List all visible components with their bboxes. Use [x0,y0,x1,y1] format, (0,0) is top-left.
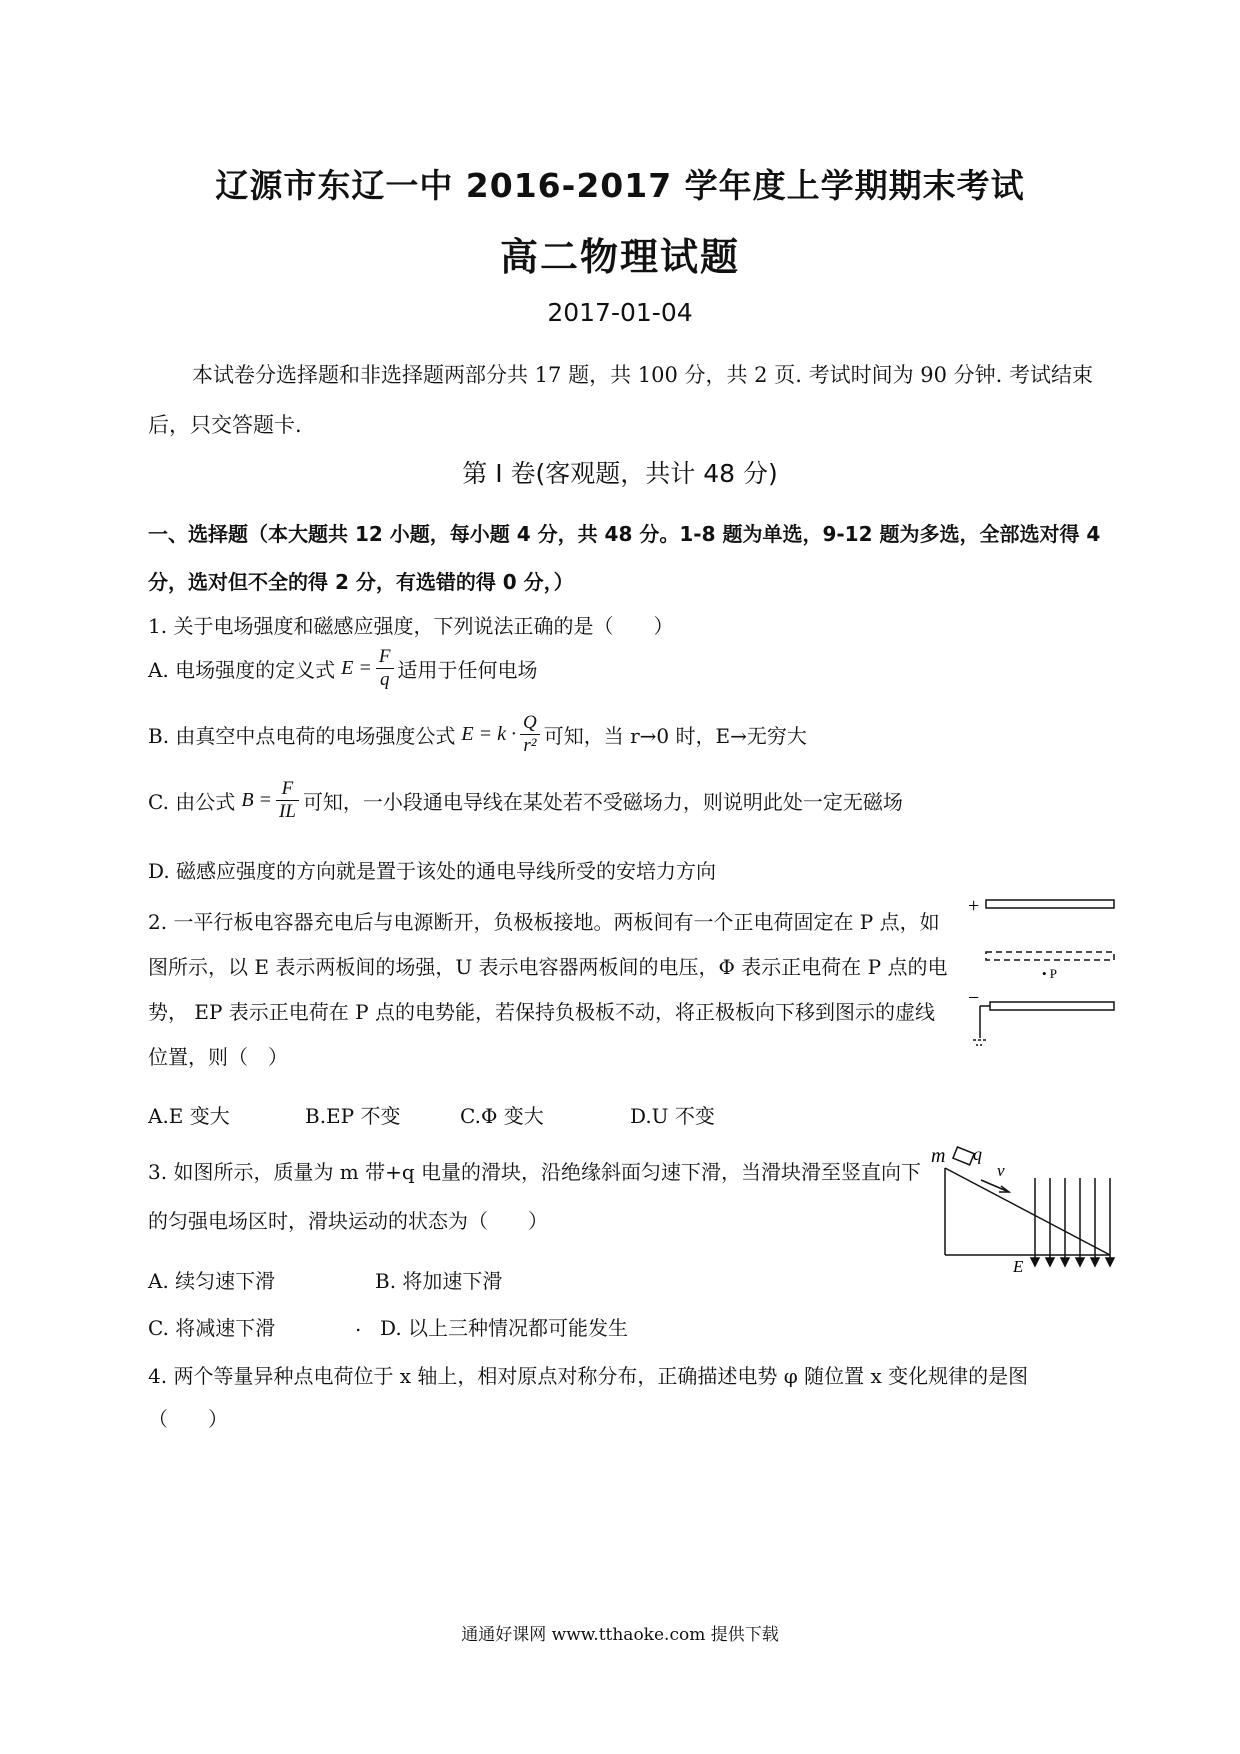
q4-paren: （ ） [148,1407,228,1431]
page-footer: 通通好课网 www.tthaoke.com 提供下载 [461,1625,779,1645]
q3-option-c: C. 将减速下滑 [148,1316,276,1340]
q3-option-dot: . [355,1312,362,1336]
q2-option-b: B.EP 不变 [305,1104,401,1128]
q3-option-b: B. 将加速下滑 [375,1269,503,1293]
incline-figure [925,1140,1125,1280]
positive-plate [986,900,1114,908]
exam-subtitle: 高二物理试题 [499,235,740,279]
slider-block [953,1147,974,1165]
fig-m-label: m [931,1145,946,1167]
q1-a-eq: E = [341,657,372,679]
fig-p-label: • P [1042,966,1058,981]
q1-option-a [148,646,538,691]
q1-option-b [148,712,807,757]
fig-q-label: q [973,1144,982,1164]
section-title: 第 I 卷(客观题，共计 48 分) [462,459,778,488]
q2-option-d: D.U 不变 [630,1104,715,1128]
q1-b-post: 可知，当 r→0 时，E→无穷大 [543,724,807,748]
intro-paragraph: 本试卷分选择题和非选择题两部分共 17 题，共 100 分，共 2 页. 考试时间为 90 分钟. 考试结束后，只交答题卡. [148,363,1093,437]
q3-option-d: D. 以上三种情况都可能发生 [380,1316,629,1340]
part-heading: 一、选择题（本大题共 12 小题，每小题 4 分，共 48 分。1-8 题为单选，9-12 题为多选，全部选对得 4 分，选对但不全的得 2 分，有选错的得 0 分，） [148,522,1101,594]
field-lines [1031,1178,1114,1266]
q1-a-fraction [376,646,394,691]
negative-plate [990,1002,1114,1010]
exam-date: 2017-01-04 [547,298,693,327]
q1-b-eq: E = k · [461,723,517,745]
q4-stem: 4. 两个等量异种点电荷位于 x 轴上，相对原点对称分布，正确描述电势 φ 随位置 x 变化规律的是图 [148,1364,1029,1388]
fig-e-label: E [1013,1257,1024,1276]
fig-minus-label: − [968,987,980,1009]
q1-option-d: D. 磁感应强度的方向就是置于该处的通电导线所受的安培力方向 [148,859,717,883]
incline-surface [945,1168,1110,1255]
q3-stem: 3. 如图所示，质量为 m 带+q 电量的滑块，沿绝缘斜面匀速下滑，当滑块滑至竖直向下的匀强电场区时，滑块运动的状态为（ ） [148,1160,922,1233]
fig-v-label: v [997,1161,1005,1180]
q2-stem: 2. 一平行板电容器充电后与电源断开，负极板接地。两板间有一个正电荷固定在 P 点，如图所示，以 E 表示两板间的场强，U 表示电容器两板间的电压，Φ 表示正电荷在 P 点的电势， EP 表示正电荷在 P 点的电势能，若保持负极板不动，将正极板向下移到图示的虚线位置，则（ ） [148,910,948,1069]
fig-plus-label: + [968,895,980,917]
q1-c-pre: C. 由公式 [148,790,236,814]
q1-b-pre: B. 由真空中点电荷的电场强度公式 [148,724,456,748]
q3-option-a: A. 续匀速下滑 [148,1269,276,1293]
moved-plate-dashed [986,952,1114,960]
q1-a-post: 适用于任何电场 [397,658,538,682]
q1-c-eq: B = [241,789,273,811]
velocity-arrow [981,1180,1009,1192]
q1-option-c [148,778,903,823]
q2-option-c: C.Φ 变大 [460,1104,544,1128]
q1-b-numerator: Q [520,712,540,735]
q1-c-numerator: F [276,778,299,801]
q1-a-denominator: q [379,669,390,690]
q1-c-denominator: IL [279,801,296,822]
q1-b-denominator: r² [523,735,537,756]
q1-c-post: 可知，一小段通电导线在某处若不受磁场力，则说明此处一定无磁场 [302,790,903,814]
q1-stem: 1. 关于电场强度和磁感应强度，下列说法正确的是（ ） [148,614,674,638]
exam-title: 辽源市东辽一中 2016-2017 学年度上学期期末考试 [215,166,1025,205]
q2-option-a: A.E 变大 [148,1104,230,1128]
q1-b-fraction [520,712,540,757]
q1-a-pre: A. 电场强度的定义式 [148,658,336,682]
q1-c-fraction [276,778,299,823]
capacitor-figure [960,890,1140,1070]
q1-a-numerator: F [376,646,394,669]
